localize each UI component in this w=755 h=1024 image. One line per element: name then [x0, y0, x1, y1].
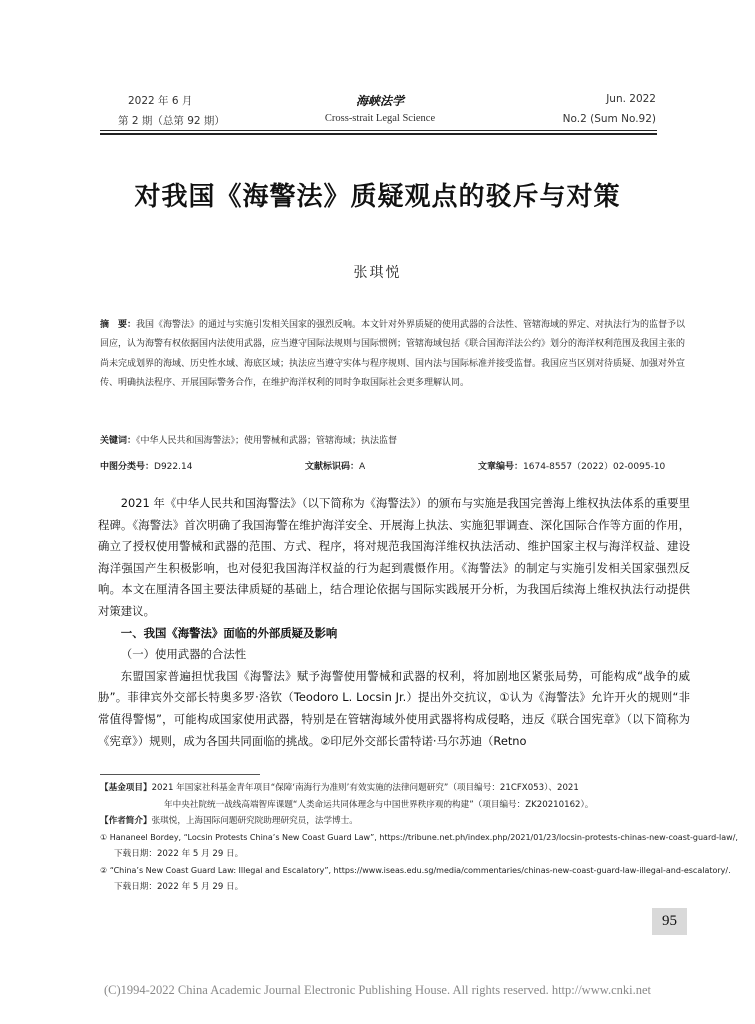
- fund-line-1: [100, 780, 700, 797]
- abstract-text: 我国《海警法》的通过与实施引发相关国家的强烈反响。本文针对外界质疑的使用武器的合法性、管辖海域的界定、对执法行为的监督予以回应，认为海警有权依据国内法使用武器，应当遵守国际法规则与国际惯例；管辖海域包括《联合国海洋法公约》划分的海洋权利范围及我国主张的尚未完成划界的海域、历史性水域、海底区域；执法应当遵守实体与程序规则、国内法与国际标准并接受监督。我国应当区别对待质疑、加强对外宣传、明确执法程序、开展国际警务合作，在维护海洋权利的同时争取国际社会更多理解认同。: [100, 320, 686, 389]
- footnote-2-date: 下载日期：2022 年 5 月 29 日。: [114, 882, 244, 892]
- paragraph-intro: 2021 年《中华人民共和国海警法》（以下简称为《海警法》）的颁布与实施是我国完善海上维权执法体系的重要里程碑。《海警法》首次明确了我国海警在维护海洋安全、开展海上执法、实施犯罪调查、深化国际合作等方面的作用，确立了授权使用警械和武器的范围、方式、程序，将对规范我国海洋维权执法活动、维护国家主权与海洋权益、建设海洋强国产生积极影响，也对侵犯我国海洋权益的行为起到震慑作用。《海警法》的制定与实施引发相关国家强烈反响。本文在厘清各国主要法律质疑的基础上，结合理论依据与国际实践展开分析，为我国后续海上维权执法行动提供对策建议。: [98, 496, 690, 618]
- article-number-label: 文章编号：: [478, 462, 524, 472]
- author-info-label: 【作者简介】: [100, 816, 152, 826]
- clc-label: 中图分类号：: [100, 462, 155, 472]
- footnote-1: [100, 830, 738, 847]
- abstract-label: 摘 要：: [100, 320, 137, 330]
- paragraph-weapons: 东盟国家普遍担忧我国《海警法》赋予海警使用警械和武器的权利，将加剧地区紧张局势，可能构成“战争的威胁”。菲律宾外交部长特奥多罗·洛钦（Teodoro L. Locsin Jr.）提出外交抗议，①认为《海警法》允许开火的规则“非常值得警惕”，可能构成国家使用武器，特别是在管辖海域外使用武器将构成侵略，违反《联合国宪章》（以下简称为《宪章》）规则，成为各国共同面临的挑战。②印尼外交部长雷特诺·马尔苏迪（Retno: [98, 668, 690, 748]
- fund-line-2: 年中央社院统一战线高端智库课题“人类命运共同体理念与中国世界秩序观的构建”（项目编号：ZK20210162）。: [164, 799, 594, 810]
- fund-text-1: 2021 年国家社科基金青年项目“保障‘南海行为准则’有效实施的法律问题研究”（项目编号：21CFX053）、2021: [151, 783, 579, 793]
- author-info: [100, 813, 700, 830]
- journal-name-en: Cross-strait Legal Science: [324, 113, 436, 124]
- section-heading-1: 一、我国《海警法》面临的外部质疑及影响: [120, 625, 338, 640]
- clc-value: D922.14: [154, 462, 193, 472]
- footnote-2-text: “China’s New Coast Guard Law: Illegal and Escalatory”, https://www.iseas.edu.sg/media/commentaries/chinas-new-coast-guard-law-illegal-and-escalatory/.: [109, 865, 731, 875]
- page-number: 95: [652, 908, 687, 935]
- footnote-2: [100, 863, 731, 880]
- copyright-notice: (C)1994-2022 China Academic Journal Electronic Publishing House. All rights reserved. http://www.cnki.net: [103, 983, 651, 997]
- header-rule-thin: [100, 130, 657, 131]
- doc-value: A: [359, 462, 366, 472]
- doc-label: 文献标识码：: [305, 462, 360, 472]
- footnote-rule: [100, 774, 260, 775]
- footnote-1-mark: ①: [100, 832, 108, 842]
- header-date-cn: 2022 年 6 月: [128, 95, 193, 107]
- header-issue-en: No.2 (Sum No.92): [562, 113, 656, 125]
- author-info-text: 张琪悦，上海国际问题研究院助理研究员，法学博士。: [151, 816, 358, 826]
- abstract: [100, 316, 690, 394]
- footnote-1-text: Hananeel Bordey, “Locsin Protests China’s New Coast Guard Law”, https://tribune.net.ph/index.php/2021/01/23/locsin-protests-chinas-new-coast-guard-law/,: [109, 832, 738, 842]
- footnote-1-date: 下载日期：2022 年 5 月 29 日。: [114, 849, 244, 859]
- subsection-heading-1: （一）使用武器的合法性: [120, 647, 247, 662]
- keywords-label: 关键词：: [100, 436, 137, 446]
- document-code: [305, 459, 365, 472]
- header-issue-cn: 第 2 期（总第 92 期）: [118, 115, 225, 127]
- journal-name-cn: 海峡法学: [355, 94, 404, 108]
- header-date-en: Jun. 2022: [606, 93, 656, 105]
- footnotes: [100, 780, 738, 896]
- fund-label: 【基金项目】: [100, 783, 152, 793]
- footnote-2-mark: ②: [100, 865, 108, 875]
- header-rule-thick: [100, 133, 657, 135]
- clc-number: [100, 459, 192, 472]
- article-number: [478, 459, 665, 472]
- keywords: [100, 433, 397, 446]
- article-number-value: 1674-8557（2022）02-0095-10: [523, 462, 666, 472]
- keywords-text: 《中华人民共和国海警法》；使用警械和武器；管辖海域；执法监督: [136, 436, 398, 446]
- body-text: [98, 493, 690, 752]
- article-title: 对我国《海警法》质疑观点的驳斥与对策: [134, 182, 621, 212]
- article-author: 张琪悦: [353, 265, 402, 281]
